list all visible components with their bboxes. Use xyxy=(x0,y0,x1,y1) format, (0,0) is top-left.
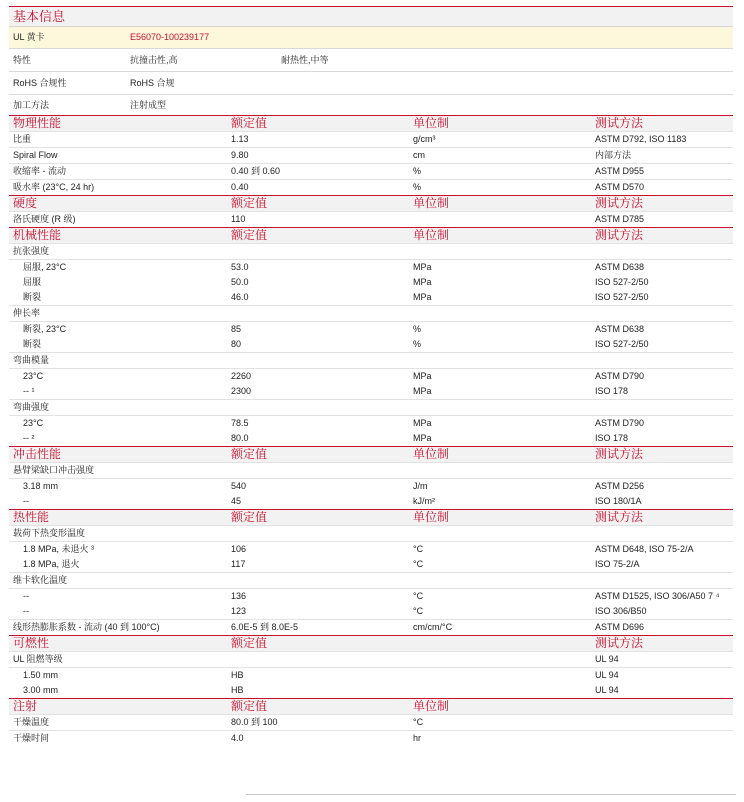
property-unit: MPa xyxy=(413,418,432,428)
property-value: 6.0E-5 到 8.0E-5 xyxy=(231,622,299,632)
property-name: 比重 xyxy=(13,134,32,144)
property-name: 屈服 xyxy=(23,277,42,287)
property-name: Spiral Flow xyxy=(13,150,58,160)
property-unit: hr xyxy=(413,733,422,743)
property-name: 23°C xyxy=(23,418,44,428)
property-name: 载荷下热变形温度 xyxy=(13,528,86,538)
table-row xyxy=(9,557,733,572)
test-method: UL 94 xyxy=(595,654,619,664)
basic-info-label: 特性 xyxy=(13,55,32,65)
property-name: 吸水率 (23°C, 24 hr) xyxy=(13,182,95,192)
table-row xyxy=(9,147,733,163)
basic-info-label: UL 黄卡 xyxy=(13,32,45,42)
section-header xyxy=(9,635,733,651)
test-method: ASTM D638 xyxy=(595,262,645,272)
test-method: ASTM D792, ISO 1183 xyxy=(595,134,687,144)
column-header-method: 测试方法 xyxy=(595,510,644,524)
column-header-value: 额定值 xyxy=(231,116,268,130)
property-name: 洛氏硬度 (R 级) xyxy=(13,214,76,224)
table-row xyxy=(9,259,733,275)
section-header xyxy=(9,446,733,462)
table-row xyxy=(9,431,733,446)
property-name: -- xyxy=(23,606,29,616)
property-name: 干燥时间 xyxy=(13,733,50,743)
test-method: UL 94 xyxy=(595,670,619,680)
column-header-value: 额定值 xyxy=(231,228,268,242)
section-header xyxy=(9,227,733,243)
property-value: 46.0 xyxy=(231,292,249,302)
column-header-method: 测试方法 xyxy=(595,116,644,130)
column-header-method: 测试方法 xyxy=(595,447,644,461)
property-value: 85 xyxy=(231,324,242,334)
column-header-method: 测试方法 xyxy=(595,228,644,242)
test-method: 内部方法 xyxy=(595,150,632,160)
basic-info-value: 抗撞击性,高 xyxy=(130,55,178,65)
table-row xyxy=(9,683,733,698)
property-unit: MPa xyxy=(413,277,432,287)
property-value: 2260 xyxy=(231,371,252,381)
property-name: 3.18 mm xyxy=(23,481,59,491)
table-row xyxy=(9,462,733,478)
basic-info-value: RoHS 合规 xyxy=(130,78,175,88)
property-value: 2300 xyxy=(231,386,252,396)
column-header-unit: 单位制 xyxy=(413,228,450,242)
test-method: ASTM D638 xyxy=(595,324,645,334)
property-value: 117 xyxy=(231,559,246,569)
test-method: ISO 527-2/50 xyxy=(595,292,649,302)
property-name: -- xyxy=(23,496,29,506)
column-header-value: 额定值 xyxy=(231,510,268,524)
table-row xyxy=(9,337,733,352)
property-name: 维卡软化温度 xyxy=(13,575,68,585)
property-name: 收缩率 - 流动 xyxy=(13,166,66,176)
test-method: UL 94 xyxy=(595,685,619,695)
property-name: 悬臂梁缺口冲击强度 xyxy=(13,465,95,475)
section-title: 硬度 xyxy=(13,196,38,210)
property-value: HB xyxy=(231,670,244,680)
table-row xyxy=(9,131,733,147)
table-row xyxy=(9,604,733,619)
test-method: ASTM D570 xyxy=(595,182,645,192)
property-name: 3.00 mm xyxy=(23,685,59,695)
property-value: 106 xyxy=(231,544,247,554)
property-unit: cm xyxy=(413,150,425,160)
property-name: -- ² xyxy=(23,433,35,443)
basic-info-value-2: 耐热性,中等 xyxy=(281,55,329,65)
basic-info-table xyxy=(9,26,733,115)
property-name: 弯曲模量 xyxy=(13,355,50,365)
property-unit: °C xyxy=(413,717,424,727)
basic-info-label: 加工方法 xyxy=(13,100,50,110)
table-row xyxy=(9,163,733,179)
table-row xyxy=(9,290,733,305)
table-row xyxy=(9,368,733,384)
column-header-unit: 单位制 xyxy=(413,196,450,210)
table-row xyxy=(9,572,733,588)
column-header-value: 额定值 xyxy=(231,447,268,461)
property-name: 1.50 mm xyxy=(23,670,59,680)
basic-info-value: E56070-100239177 xyxy=(130,32,210,42)
property-name: -- xyxy=(23,591,29,601)
test-method: ISO 178 xyxy=(595,433,629,443)
property-value: 4.0 xyxy=(231,733,244,743)
table-row xyxy=(9,211,733,227)
property-value: 78.5 xyxy=(231,418,249,428)
basic-info-row xyxy=(9,94,733,115)
test-method: ISO 527-2/50 xyxy=(595,339,649,349)
property-name: 断裂 xyxy=(23,339,42,349)
test-method: ISO 178 xyxy=(595,386,629,396)
table-row xyxy=(9,525,733,541)
property-value: 9.80 xyxy=(231,150,249,160)
column-header-value: 额定值 xyxy=(231,196,268,210)
test-method: ASTM D955 xyxy=(595,166,645,176)
basic-info-row xyxy=(9,48,733,71)
property-unit: MPa xyxy=(413,292,432,302)
property-value: 110 xyxy=(231,214,246,224)
table-row xyxy=(9,399,733,415)
section-title: 机械性能 xyxy=(13,228,62,242)
section-title: 冲击性能 xyxy=(13,447,62,461)
property-value: 123 xyxy=(231,606,247,616)
property-name: 伸长率 xyxy=(13,308,41,318)
table-row xyxy=(9,651,733,667)
property-value: 45 xyxy=(231,496,242,506)
property-unit: °C xyxy=(413,606,424,616)
column-header-method: 测试方法 xyxy=(595,636,644,650)
column-header-value: 额定值 xyxy=(231,699,268,713)
property-unit: MPa xyxy=(413,371,432,381)
property-unit: % xyxy=(413,339,422,349)
property-unit: MPa xyxy=(413,433,432,443)
column-header-unit: 单位制 xyxy=(413,510,450,524)
property-value: 0.40 到 0.60 xyxy=(231,166,281,176)
test-method: ISO 180/1A xyxy=(595,496,642,506)
test-method: ISO 75-2/A xyxy=(595,559,640,569)
table-row xyxy=(9,478,733,494)
table-row xyxy=(9,179,733,195)
test-method: ASTM D648, ISO 75-2/A xyxy=(595,544,694,554)
property-unit: MPa xyxy=(413,262,432,272)
property-value: 50.0 xyxy=(231,277,249,287)
property-name: 线形热膨胀系数 - 流动 (40 到 100°C) xyxy=(13,622,160,632)
section-header xyxy=(9,698,733,714)
section-header xyxy=(9,195,733,211)
footer-divider xyxy=(246,794,736,795)
section-title: 注射 xyxy=(13,699,38,713)
property-name: 1.8 MPa, 未退火 ³ xyxy=(23,544,95,554)
section-title: 物理性能 xyxy=(13,116,62,130)
property-name: -- ¹ xyxy=(23,386,35,396)
table-row xyxy=(9,619,733,635)
table-row xyxy=(9,415,733,431)
column-header-unit: 单位制 xyxy=(413,699,450,713)
property-unit: % xyxy=(413,166,422,176)
datasheet xyxy=(9,6,733,746)
property-unit: kJ/m² xyxy=(413,496,435,506)
property-unit: % xyxy=(413,324,422,334)
property-unit: °C xyxy=(413,544,424,554)
table-row xyxy=(9,243,733,259)
test-method: ISO 527-2/50 xyxy=(595,277,649,287)
column-header-unit: 单位制 xyxy=(413,116,450,130)
table-row xyxy=(9,714,733,730)
property-value: 0.40 xyxy=(231,182,249,192)
test-method: ASTM D790 xyxy=(595,418,645,428)
test-method: ASTM D256 xyxy=(595,481,645,491)
basic-info-row xyxy=(9,71,733,94)
property-sections xyxy=(9,115,733,746)
column-header-unit: 单位制 xyxy=(413,447,450,461)
table-row xyxy=(9,321,733,337)
basic-info-header: 基本信息 xyxy=(9,6,733,26)
property-name: 弯曲强度 xyxy=(13,402,50,412)
column-header-method: 测试方法 xyxy=(595,196,644,210)
table-row xyxy=(9,384,733,399)
property-name: 抗张强度 xyxy=(13,246,50,256)
property-unit: % xyxy=(413,182,422,192)
property-unit: °C xyxy=(413,559,424,569)
table-row xyxy=(9,667,733,683)
test-method: ASTM D1525, ISO 306/A50 7 ⁴ xyxy=(595,591,720,601)
basic-info-value: 注射成型 xyxy=(130,100,167,110)
section-title: 可燃性 xyxy=(13,636,50,650)
property-name: 屈服, 23°C xyxy=(23,262,67,272)
table-row xyxy=(9,730,733,746)
table-row xyxy=(9,494,733,509)
property-unit: g/cm³ xyxy=(413,134,436,144)
test-method: ISO 306/B50 xyxy=(595,606,647,616)
property-value: 136 xyxy=(231,591,247,601)
test-method: ASTM D696 xyxy=(595,622,645,632)
property-name: 断裂 xyxy=(23,292,42,302)
table-row xyxy=(9,305,733,321)
property-name: 1.8 MPa, 退火 xyxy=(23,559,80,569)
section-header xyxy=(9,115,733,131)
property-value: 540 xyxy=(231,481,247,491)
property-unit: MPa xyxy=(413,386,432,396)
section-header xyxy=(9,509,733,525)
basic-info-label: RoHS 合规性 xyxy=(13,78,67,88)
property-value: 80.0 xyxy=(231,433,249,443)
property-value: HB xyxy=(231,685,244,695)
table-row xyxy=(9,352,733,368)
property-value: 80 xyxy=(231,339,242,349)
table-row xyxy=(9,275,733,290)
property-value: 80.0 到 100 xyxy=(231,717,278,727)
test-method: ASTM D785 xyxy=(595,214,645,224)
property-name: UL 阻燃等级 xyxy=(13,654,63,664)
basic-info-row xyxy=(9,26,733,48)
property-name: 断裂, 23°C xyxy=(23,324,67,334)
property-unit: cm/cm/°C xyxy=(413,622,453,632)
test-method: ASTM D790 xyxy=(595,371,645,381)
section-title: 热性能 xyxy=(13,510,50,524)
property-name: 23°C xyxy=(23,371,44,381)
property-value: 53.0 xyxy=(231,262,249,272)
property-name: 干燥温度 xyxy=(13,717,50,727)
column-header-value: 额定值 xyxy=(231,636,268,650)
property-value: 1.13 xyxy=(231,134,249,144)
table-row xyxy=(9,588,733,604)
table-row xyxy=(9,541,733,557)
property-unit: °C xyxy=(413,591,424,601)
property-unit: J/m xyxy=(413,481,428,491)
